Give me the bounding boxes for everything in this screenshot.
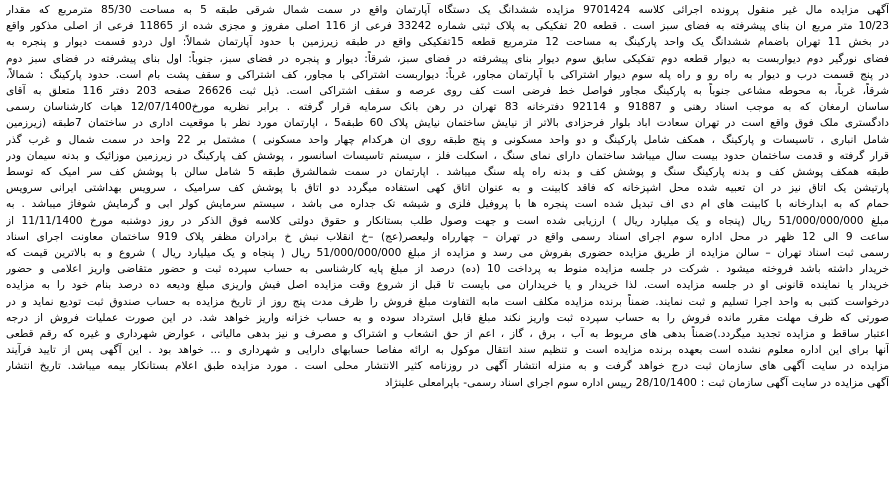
notice-line-21: اعتبار ساقط و مزایده تجدید میگردد.)ضمناً بدهی های مربوط به آب ، برق ، گاز ، اعم از حق انشعاب و اشتراک و مصرف و نیز بدهی مالیاتی ، عوارض شهرداری و غیره که رقم قطعی (6, 328, 889, 341)
notice-line-11: طبقه همکف پوشش کف و بدنه پارکینگ سنگ و پوشش کف و بدنه راه پله سنگ میباشد . اپارتمان در سمت شمالشرق طبقه 5 شامل سالن با پوشش کف سر امیک که توسط (6, 166, 889, 179)
notice-line-14: مبلغ 51/000/000/000 ریال (پنجاه و یک میلیارد ریال ) ارزیابی شده است و جهت وصول طلب بستانکار و حقوق دولتی کلاسه فوق الذکر در روز دوشنبه مورخ 11/11/1400 از (6, 214, 889, 227)
notice-line-7: ساسان ارمغان که به موجب اسناد رهنی و 91887 و 92114 دفترخانه 83 تهران در رهن بانک سرمایه قرار گرفته . برابر نظریه مورخ12/07/1400 هیات کارشناسان رسمی (6, 101, 889, 114)
notice-line-2: 10/23 متر مربع ان بنای پیشرفته به فضای سبز است . قطعه 20 تفکیکی به پلاک ثبتی شماره 33242 فرعی از 116 اصلی مفروز و مجزی شده از 11865 فرعی از اصلی مذکور واقع (6, 20, 889, 33)
notice-line-20: صورتی که ظرف مهلت مقرر مانده فروش را به حساب سپرده ثبت واریز نکند مبلغ قابل استرداد سوده و به حساب خزانه واریز خواهد شد. در این صورت عملیات فروش از درجه (6, 311, 889, 324)
notice-line-13: حمام که به ابدارخانه با کابینت های ام دی اف تبدیل شده است پنجره ها با پروفیل فلزی و شیشه تک جداره می باشد ، سیستم سرمایش کولر ابی و گرمایش شوفاژ میباشد . به (6, 198, 889, 211)
notice-line-8: دادگستری ملک فوق واقع است در تهران سعادت اباد بلوار فرحزادی بالاتر از نیایش ساختمان نیایش پلاک 60 طبقه5 ، اپارتمان مورد نظر با موقعیت اداری در ساختمان 7طبقه (زیرزمین (6, 117, 889, 130)
notice-line-19: درخواست کتبی به واحد اجرا تسلیم و ثبت نمایند. ضمناً برنده مزایده مکلف است مابه التفاوت مبلغ فروش را ظرف مدت پنج روز از تاریخ مزایده به حساب صندوق ثبت تودیع نماید و در (6, 295, 889, 308)
notice-line-6: شرقاً، غرباً، به محوطه مشاعی جنوباً به پارکینگ مجاور فواصل خط فرضی است کف روی عرصه و سقف اشتراکی است. ذیل ثبت 26626 صفحه 203 دفتر 116 متعلق به آقای (6, 85, 889, 98)
notice-line-17: خریدار داشته باشد فروخته میشود . شرکت در جلسه مزایده منوط به پرداخت 10 (ده) درصد از مبلغ پایه کارشناسی به حساب سپرده ثبت و حضور متقاضی واریز اعلامی و حضور (6, 263, 889, 276)
notice-line-15: ساعت 9 الی 12 ظهر در محل اداره سوم اجرای اسناد رسمی واقع در تهران – چهارراه ولیعصر(عج) –خ انقلاب نبش خ برادران مظفر پلاک 919 ساختمان معاونت اجرای اسناد (6, 230, 889, 243)
notice-line-16: رسمی ثبت اسناد تهران – سالن مزایده از طریق مزایده حضوری بفروش می رسد و مزایده از مبلغ 51/000/000/000 ریال ( پنجاه و یک میلیارد ریال ) شروع و به بالاترین قیمت که (6, 247, 889, 260)
notice-line-12: پارتیشن یک اتاق نیز در ان تعبیه شده محل اشپزخانه که فاقد کابینت و به عنوان اتاق کهی استفاده میگردد دو اتاق با پوشش کف سرامیک ، سرویس بهداشتی ایرانی سرویس (6, 182, 889, 195)
notice-line-18: خریدار یا نماینده قانونی او در جلسه مزایده است. لذا خریدار و یا خریداران می بایست تا قبل از شروع وقت مزایده اصل فیش واریزی مبلغ ودیعه ده درصد بنام خود را به مزایده (6, 279, 889, 292)
notice-line-23: مزایده در سایت آگهی های سازمان ثبت درج خواهد گرفت و به منزله انتشار آگهی در روزنامه کثیر الانتشار محلی است . مورد مزایده طبق اعلام بستانکار بیمه میباشد. تاریخ انتشار (6, 360, 889, 373)
notice-line-9: شامل انباری ، تاسیسات و پارکینگ ، همکف شامل پارکینگ و دو واحد مسکونی و پنج طبقه روی ان هرکدام چهار واحد مسکونی ) مشتمل بر 22 واحد در سمت شمال و غرب گذر (6, 133, 889, 146)
notice-line-5: در پنج قسمت درب و دیوار به راه رو و راه پله سوم دیوار اشتراکی با آپارتمان مجاور، غرباً: دیواربست اشتراکی با مجاور، کف اشتراکی و سقف پشت بام است. حدود پارکینگ : شمالاً، (6, 68, 889, 81)
notice-line-3: در بخش 11 تهران باضمام ششدانگ یک واحد پارکینگ به مساحت 12 مترمربع قطعه 15تفکیکی واقع در طبقه زیرزمین با حدود آپارتمان شمالاً: اول دردو قسمت دیوار و پنجره به (6, 36, 889, 49)
notice-line-24: آگهی مزایده در سایت آگهی سازمان ثبت : 28/10/1400 رییس اداره سوم اجرای اسناد رسمی- باپرامعلی علینژاد (384, 376, 889, 389)
notice-line-4: فضای نورگیر دوم دیواربست به دیوار قطعه دوم تفکیکی سابق سوم دیوار بنای پیشرفته در فضای سبز، شرقاً: دیوار و پنجره در فضای سبز، جنوباً: اول بنای پیشرفته در فضای سبز دوم (6, 52, 889, 65)
notice-line-22: آنها برای این اداره معلوم نشده است بعهده برنده مزایده است و تنظیم سند انتقال موکول به ارائه مفاصا حسابهای دارایی و شهرداری و ... خواهد بود . این آگهی پس از تایید فرآیند (6, 344, 889, 357)
notice-line-1: آگهی مزایده مال غیر منقول پرونده اجرائی کلاسه 9701424 مزایده ششدانگ یک دستگاه آپارتمان واقع در سمت شمال شرقی طبقه 5 به مساحت 85/30 مترمربع که مقدار (6, 4, 889, 16)
notice-line-10: قرار گرفته و قدمت ساختمان حدود بیست سال میباشد ساختمان دارای نمای سنگ ، اسکلت فلز ، سیستم تاسیسات اسانسور ، پوشش کف پارکینگ در زیرزمین موزائیک و بدنه سیمان ودر (6, 149, 889, 162)
